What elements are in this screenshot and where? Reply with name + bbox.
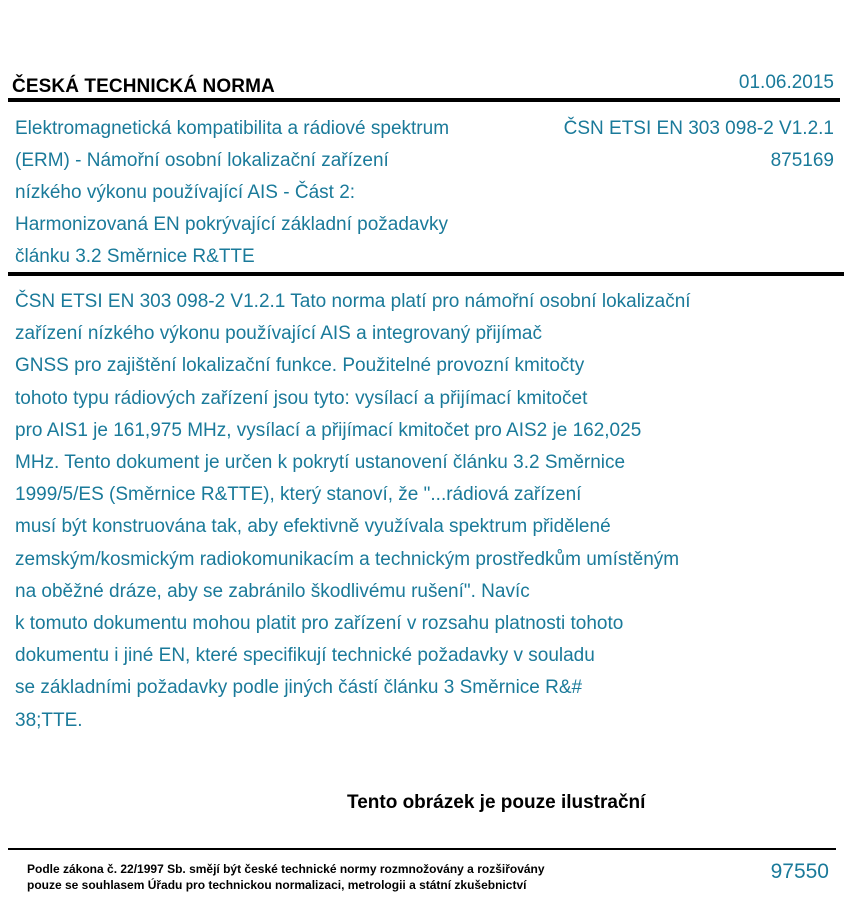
footer-divider: [8, 848, 836, 850]
description-line: musí být konstruována tak, aby efektivně využívala spektrum přidělené: [15, 516, 611, 538]
standard-identifier: [564, 113, 834, 177]
title-line: Harmonizovaná EN pokrývající základní požadavky: [15, 214, 448, 235]
description-line: k tomuto dokumentu mohou platit pro zařízení v rozsahu platnosti tohoto: [15, 613, 624, 635]
description-line: 38;TTE.: [15, 709, 83, 731]
description-line: MHz. Tento dokument je určen k pokrytí ustanovení článku 3.2 Směrnice: [15, 452, 626, 474]
description-line: ČSN ETSI EN 303 098-2 V1.2.1 Tato norma platí pro námořní osobní lokalizační: [15, 291, 691, 312]
document-number: 97550: [770, 860, 829, 883]
legal-notice: [27, 861, 545, 893]
description-line: tohoto typu rádiových zařízení jsou tyto: vysílací a přijímací kmitočet: [15, 387, 588, 409]
title-line: článku 3.2 Směrnice R&TTE: [15, 246, 255, 267]
description-line: pro AIS1 je 161,975 MHz, vysílací a přijímací kmitočet pro AIS2 je 162,025: [15, 419, 642, 441]
description-line: GNSS pro zajištění lokalizační funkce. Použitelné provozní kmitočty: [15, 355, 585, 377]
description-line: 1999/5/ES (Směrnice R&TTE), který stanoví, že "...rádiová zařízení: [15, 484, 582, 506]
description-line: dokumentu i jiné EN, které specifikují technické požadavky v souladu: [15, 645, 595, 667]
legal-line: Podle zákona č. 22/1997 Sb. smějí být české technické normy rozmnožovány a rozšiřovány: [27, 862, 545, 876]
standard-code: ČSN ETSI EN 303 098-2 V1.2.1: [563, 118, 834, 139]
standard-description: [15, 286, 805, 737]
title-line: Elektromagnetická kompatibilita a rádiové spektrum: [15, 118, 450, 139]
description-line: zemským/kosmickým radiokomunikacím a technickým prostředkům umístěným: [15, 548, 680, 570]
illustration-note: Tento obrázek je pouze ilustrační: [347, 792, 646, 813]
header-divider: [8, 98, 840, 102]
description-line: na oběžné dráze, aby se zabránilo škodlivému rušení". Navíc: [15, 580, 530, 602]
page-title: ČESKÁ TECHNICKÁ NORMA: [12, 76, 275, 97]
description-line: se základními požadavky podle jiných částí článku 3 Směrnice R&#: [15, 677, 583, 699]
catalog-number: 875169: [770, 150, 834, 171]
title-divider: [8, 272, 844, 276]
title-line: (ERM) - Námořní osobní lokalizační zařízení: [15, 150, 389, 171]
standard-title: [15, 113, 535, 273]
publication-date: 01.06.2015: [738, 72, 834, 93]
legal-line: pouze se souhlasem Úřadu pro technickou normalizaci, metrologii a státní zkušebnictví: [27, 878, 527, 892]
description-line: zařízení nízkého výkonu používající AIS a integrovaný přijímač: [15, 323, 542, 345]
title-line: nízkého výkonu používající AIS - Část 2:: [15, 182, 356, 203]
